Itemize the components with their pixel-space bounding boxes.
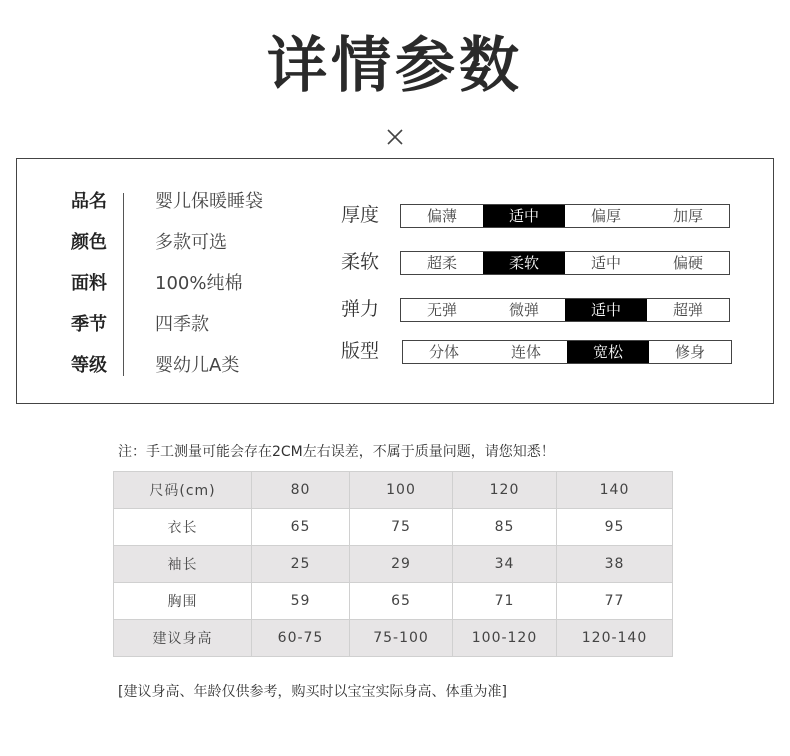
scale-label: 弹力 bbox=[341, 298, 380, 320]
scale-option: 超弹 bbox=[672, 301, 703, 319]
scale-options bbox=[400, 298, 730, 322]
spec-panel bbox=[16, 158, 774, 404]
scale-option: 超柔 bbox=[426, 254, 457, 272]
attr-name-color: 颜色 bbox=[71, 232, 107, 253]
attr-value-product: 婴儿保暖睡袋 bbox=[155, 191, 263, 212]
table-cell: 衣长 bbox=[114, 509, 252, 546]
scale-option: 微弹 bbox=[508, 301, 539, 319]
table-header-cell: 尺码(cm) bbox=[114, 472, 252, 509]
attribute-values bbox=[155, 189, 315, 394]
scale-option: 适中 bbox=[590, 254, 621, 272]
table-cell: 100-120 bbox=[453, 620, 557, 657]
scale-option-selected: 柔软 bbox=[483, 252, 565, 274]
size-table bbox=[113, 471, 673, 657]
table-row bbox=[114, 583, 673, 620]
table-cell: 85 bbox=[453, 509, 557, 546]
attr-value-grade: 婴幼儿A类 bbox=[155, 355, 240, 376]
attr-name-grade: 等级 bbox=[71, 355, 107, 376]
attr-name-season: 季节 bbox=[71, 314, 107, 335]
table-cell: 65 bbox=[350, 583, 453, 620]
scale-option: 加厚 bbox=[672, 207, 703, 225]
attribute-names bbox=[71, 189, 127, 394]
footer-note: [建议身高、年龄仅供参考，购买时以宝宝实际身高、体重为准] bbox=[118, 684, 507, 700]
scale-label: 柔软 bbox=[341, 251, 380, 273]
table-cell: 95 bbox=[557, 509, 673, 546]
scale-options bbox=[402, 340, 732, 364]
attr-name-product: 品名 bbox=[71, 191, 107, 212]
scale-option: 无弹 bbox=[426, 301, 457, 319]
table-cell: 60-75 bbox=[252, 620, 350, 657]
scale-option: 偏厚 bbox=[590, 207, 621, 225]
scale-option: 分体 bbox=[428, 343, 459, 361]
table-cell: 77 bbox=[557, 583, 673, 620]
scale-option-selected: 适中 bbox=[483, 205, 565, 227]
attr-value-season: 四季款 bbox=[155, 314, 209, 335]
table-cell: 71 bbox=[453, 583, 557, 620]
table-header-cell: 80 bbox=[252, 472, 350, 509]
attr-value-fabric: 100%纯棉 bbox=[155, 273, 243, 294]
table-cell: 75 bbox=[350, 509, 453, 546]
table-row bbox=[114, 546, 673, 583]
scale-option: 修身 bbox=[674, 343, 705, 361]
scale-option: 偏薄 bbox=[426, 207, 457, 225]
table-cell: 38 bbox=[557, 546, 673, 583]
table-cell: 120-140 bbox=[557, 620, 673, 657]
scale-option: 连体 bbox=[510, 343, 541, 361]
table-cell: 65 bbox=[252, 509, 350, 546]
scale-option-selected: 宽松 bbox=[567, 341, 649, 363]
scale-option: 偏硬 bbox=[672, 254, 703, 272]
table-cell: 75-100 bbox=[350, 620, 453, 657]
attr-name-fabric: 面料 bbox=[71, 273, 107, 294]
page-title: 详情参数 bbox=[267, 31, 523, 101]
table-header-row bbox=[114, 472, 673, 509]
attr-value-color: 多款可选 bbox=[155, 232, 227, 253]
table-cell: 胸围 bbox=[114, 583, 252, 620]
table-row bbox=[114, 620, 673, 657]
table-header-cell: 120 bbox=[453, 472, 557, 509]
measurement-note: 注：手工测量可能会存在2CM左右误差，不属于质量问题，请您知悉！ bbox=[118, 444, 555, 460]
table-header-cell: 100 bbox=[350, 472, 453, 509]
scale-options bbox=[400, 204, 730, 228]
table-cell: 25 bbox=[252, 546, 350, 583]
table-header-cell: 140 bbox=[557, 472, 673, 509]
table-cell: 袖长 bbox=[114, 546, 252, 583]
close-icon bbox=[384, 126, 406, 148]
scale-label: 厚度 bbox=[341, 204, 380, 226]
table-cell: 29 bbox=[350, 546, 453, 583]
table-cell: 34 bbox=[453, 546, 557, 583]
scale-option-selected: 适中 bbox=[565, 299, 647, 321]
scale-options bbox=[400, 251, 730, 275]
table-cell: 59 bbox=[252, 583, 350, 620]
table-row bbox=[114, 509, 673, 546]
scale-label: 版型 bbox=[341, 340, 380, 362]
attribute-divider bbox=[123, 193, 124, 376]
table-cell: 建议身高 bbox=[114, 620, 252, 657]
